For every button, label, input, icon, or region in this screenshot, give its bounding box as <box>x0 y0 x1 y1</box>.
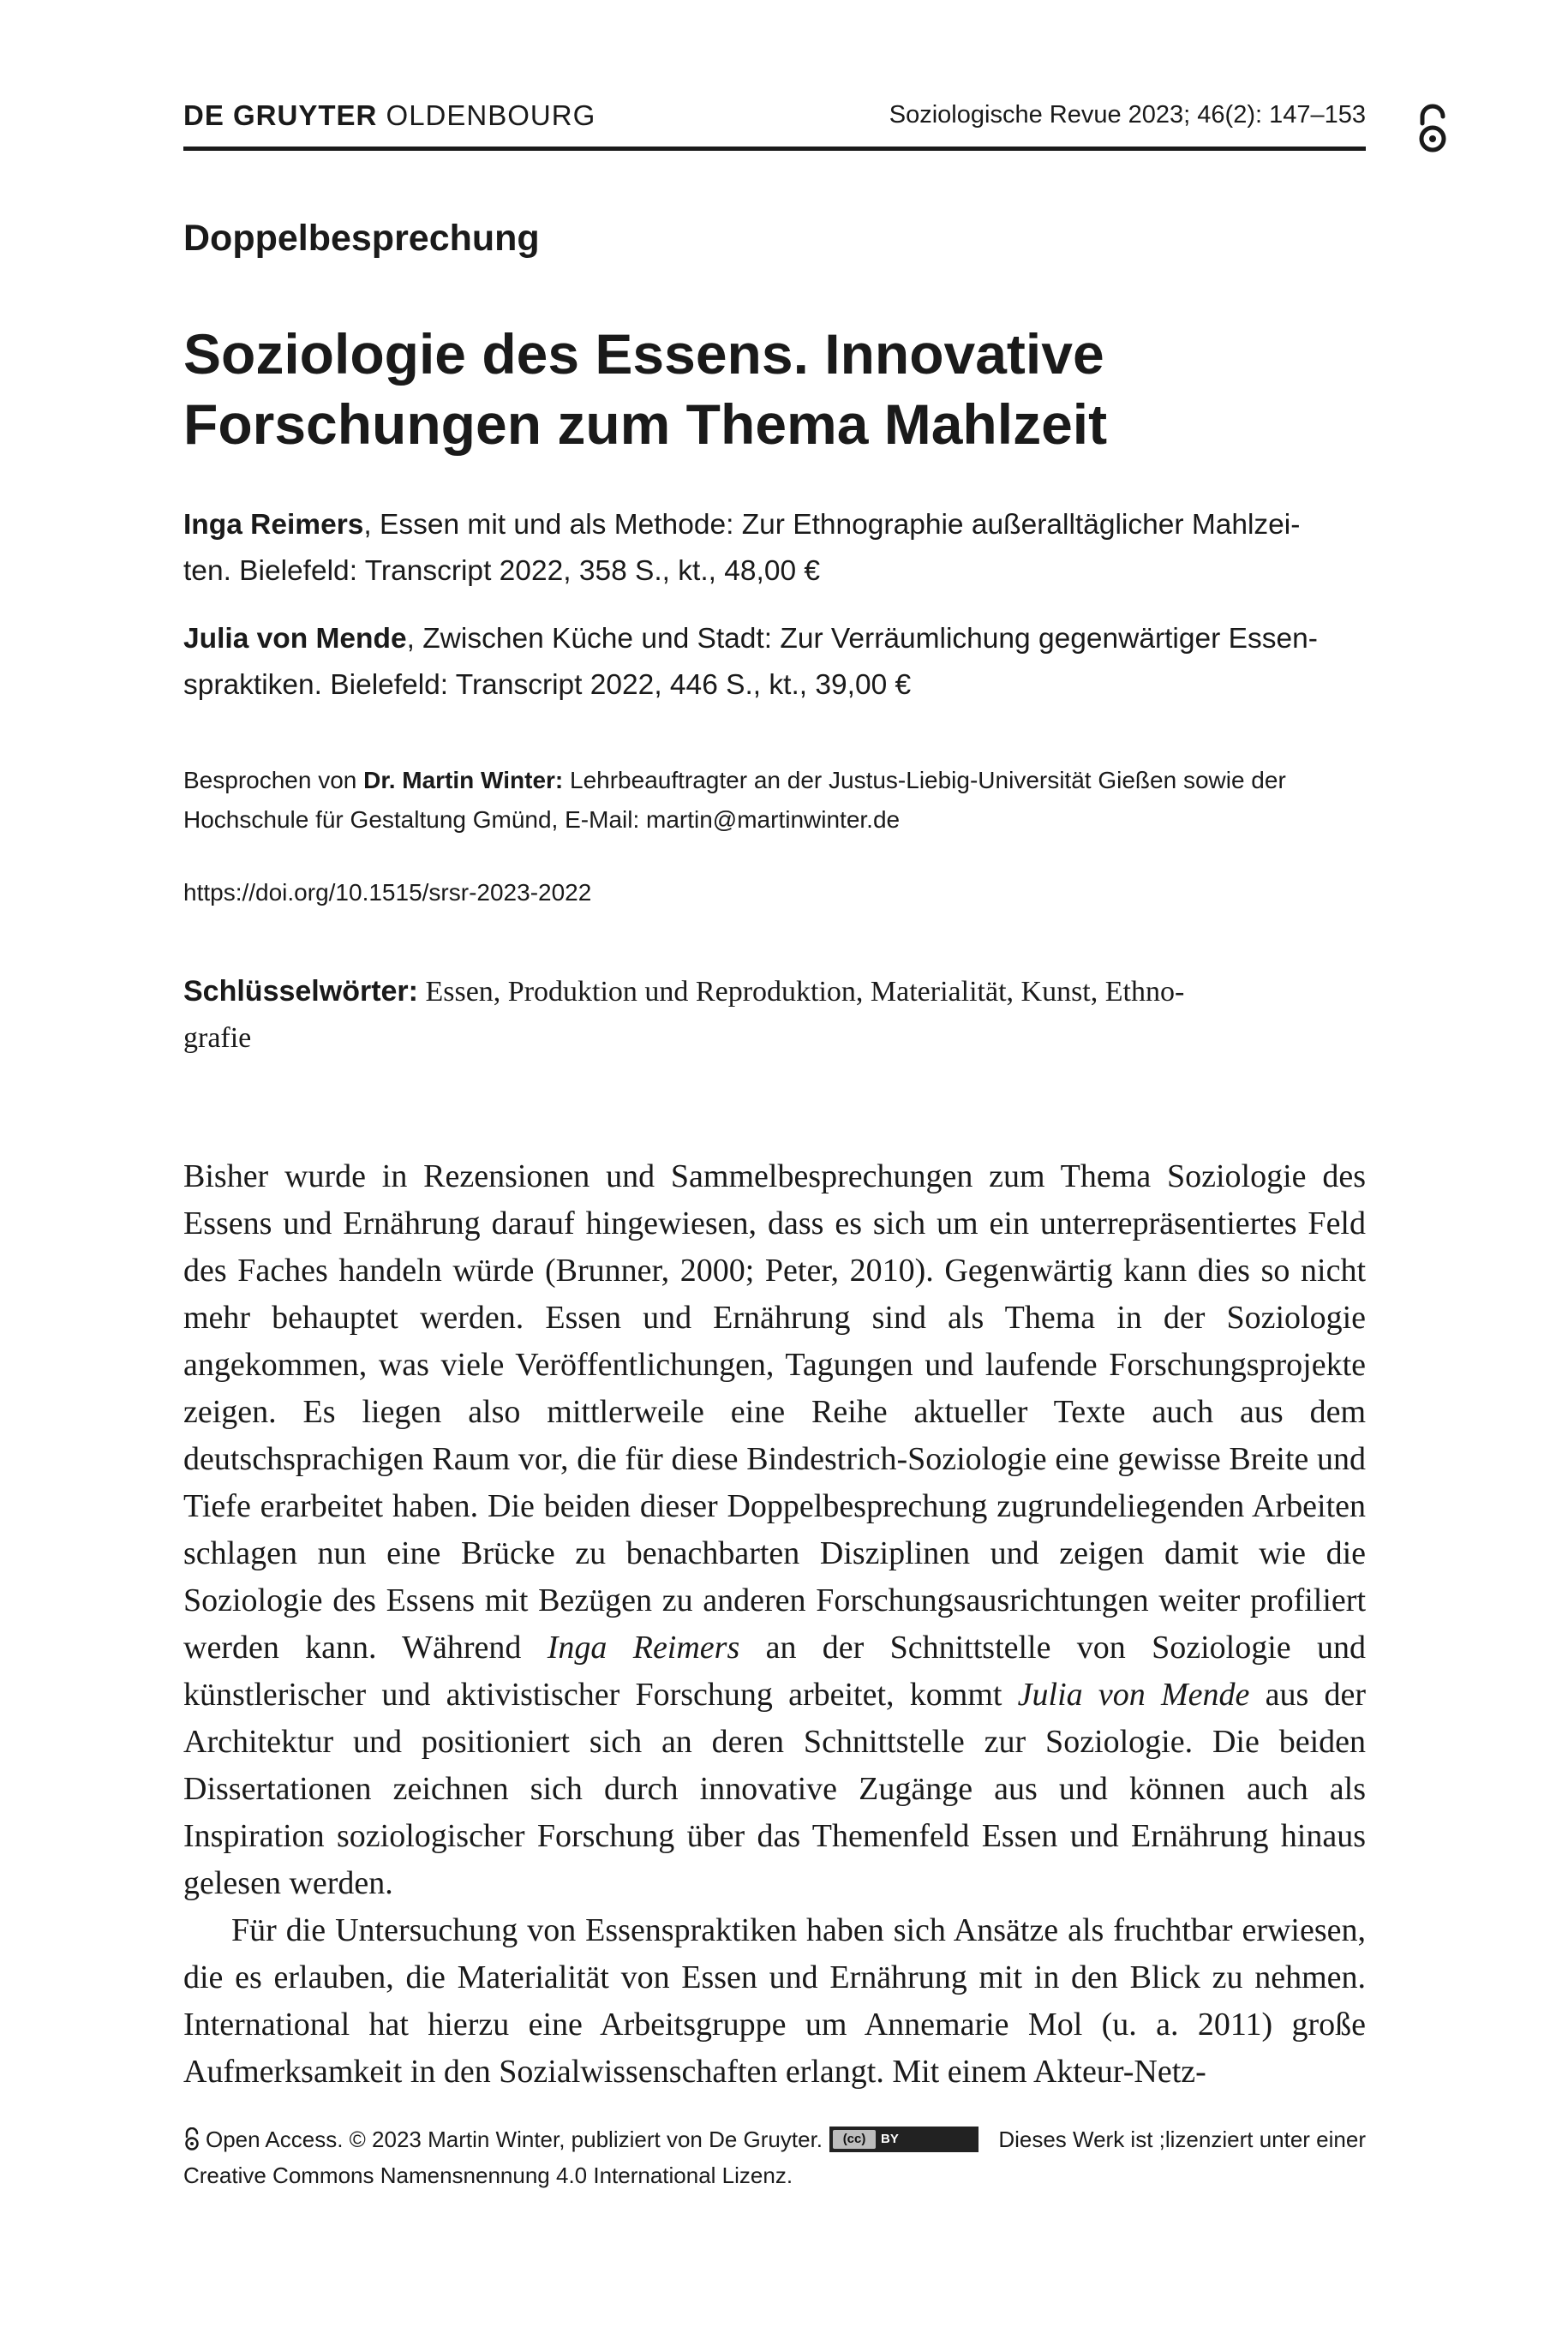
title-line-1: Soziologie des Essens. Innovative <box>183 322 1104 386</box>
body-paragraph-1 <box>183 1153 1366 1907</box>
book-citation-line-1: , Essen mit und als Methode: Zur Ethnographie außeralltäglicher Mahlzei- <box>363 509 1301 541</box>
license-statement-line-1: Dieses Werk ist ;lizenziert unter einer <box>998 2127 1366 2152</box>
by-label: BY <box>881 2132 899 2146</box>
keywords-text-line-2: grafie <box>183 1022 252 1054</box>
author-name-italic: Inga Reimers <box>547 1630 740 1666</box>
cc-logo-icon: (cc) <box>833 2130 876 2149</box>
doi-link[interactable]: https://doi.org/10.1515/srsr-2023-2022 <box>183 879 592 906</box>
book-citation-line-1: , Zwischen Küche und Stadt: Zur Verräumlichung gegenwärtiger Essen- <box>406 623 1318 655</box>
journal-reference: Soziologische Revue 2023; 46(2): 147–153 <box>889 101 1366 129</box>
section-label: Doppelbesprechung <box>183 218 540 259</box>
body-text-run: an der Schnittstelle von Soziologie und künstlerischer und aktivistischer Forschung arbeitet, kommt <box>183 1630 1366 1713</box>
book-citation-line-2: spraktiken. Bielefeld: Transcript 2022, 446 S., kt., 39,00 € <box>183 669 912 701</box>
article-title <box>183 319 1366 459</box>
keywords-label: Schlüsselwörter: <box>183 975 418 1008</box>
open-access-statement: Open Access. © 2023 Martin Winter, publiziert von De Gruyter. <box>206 2127 823 2152</box>
reviewer-prefix: Besprochen von <box>183 767 364 793</box>
author-name-italic: Julia von Mende <box>1017 1677 1250 1713</box>
body-text-run: Bisher wurde in Rezensionen und Sammelbesprechungen zum Thema Soziologie des Essens und Ernährung darauf hingewiesen, dass es sich um ein unterrepräsentiertes Feld des Faches handeln würde (Brunner, 2000; Peter, 2010). Gegenwärtig kann dies so nicht mehr behauptet werden. Essen und Ernährung sind als Thema in der Soziologie angekommen, was viele Veröffentlichungen, Tagungen und laufende Forschungsprojekte zeigen. Es liegen also mittlerweile eine Reihe aktueller Texte auch aus dem deutschsprachigen Raum vor, die für diese Bindestrich-Soziologie eine gewisse Breite und Tiefe erarbeitet haben. Die beiden dieser Doppelbesprechung zugrundeliegenden Arbeiten schlagen nun eine Brücke zu benachbarten Disziplinen und zeigen damit wie die Soziologie des Essens mit Bezügen zu anderen Forschungsausrichtungen weiter profiliert werden kann. Während <box>183 1158 1366 1666</box>
body-paragraph-2: Für die Untersuchung von Essenspraktiken haben sich Ansätze als fruchtbar erwiesen, die es erlauben, die Materialität von Essen und Ernährung mit in den Blick zu nehmen. International hat hierzu eine Arbeitsgruppe um Annemarie Mol (u. a. 2011) große Aufmerksamkeit in den Sozialwissenschaften erlangt. Mit einem Akteur-Netz- <box>183 1912 1366 2090</box>
cc-by-license-badge[interactable] <box>829 2127 979 2152</box>
license-statement-line-2: Creative Commons Namensnennung 4.0 International Lizenz. <box>183 2162 793 2188</box>
reviewer-name: Dr. Martin Winter: <box>363 767 564 793</box>
reviewed-book-2 <box>183 616 1366 709</box>
page-header <box>183 96 1366 139</box>
article-body <box>183 1153 1366 2096</box>
open-access-icon <box>183 2127 200 2151</box>
page-footer <box>183 2121 1366 2193</box>
publisher-bold: DE GRUYTER <box>183 99 378 131</box>
title-line-2: Forschungen zum Thema Mahlzeit <box>183 392 1108 456</box>
book-citation-line-2: ten. Bielefeld: Transcript 2022, 358 S., kt., 48,00 € <box>183 555 821 587</box>
book-author: Julia von Mende <box>183 623 407 655</box>
reviewed-book-1 <box>183 502 1366 595</box>
publisher-name <box>183 99 595 132</box>
keywords <box>183 968 1366 1062</box>
body-text-run: aus der Architektur und positioniert sich an deren Schnittstelle zur Soziologie. Die beiden Dissertationen zeichnen sich durch innovative Zugänge aus und können auch als Inspiration soziologischer Forschung über das Themenfeld Essen und Ernährung hinaus gelesen werden. <box>183 1677 1366 1901</box>
book-author: Inga Reimers <box>183 509 364 541</box>
header-rule <box>183 147 1366 151</box>
keywords-text: Essen, Produktion und Reproduktion, Materialität, Kunst, Ethno- <box>417 976 1185 1008</box>
reviewer-affiliation-line-1: Lehrbeauftragter an der Justus-Liebig-Universität Gießen sowie der <box>563 767 1286 793</box>
reviewer-info <box>183 761 1366 840</box>
reviewer-affiliation-line-2: Hochschule für Gestaltung Gmünd, E-Mail: martin@martinwinter.de <box>183 806 901 833</box>
open-access-icon <box>1415 103 1450 156</box>
publisher-light: OLDENBOURG <box>386 99 596 131</box>
